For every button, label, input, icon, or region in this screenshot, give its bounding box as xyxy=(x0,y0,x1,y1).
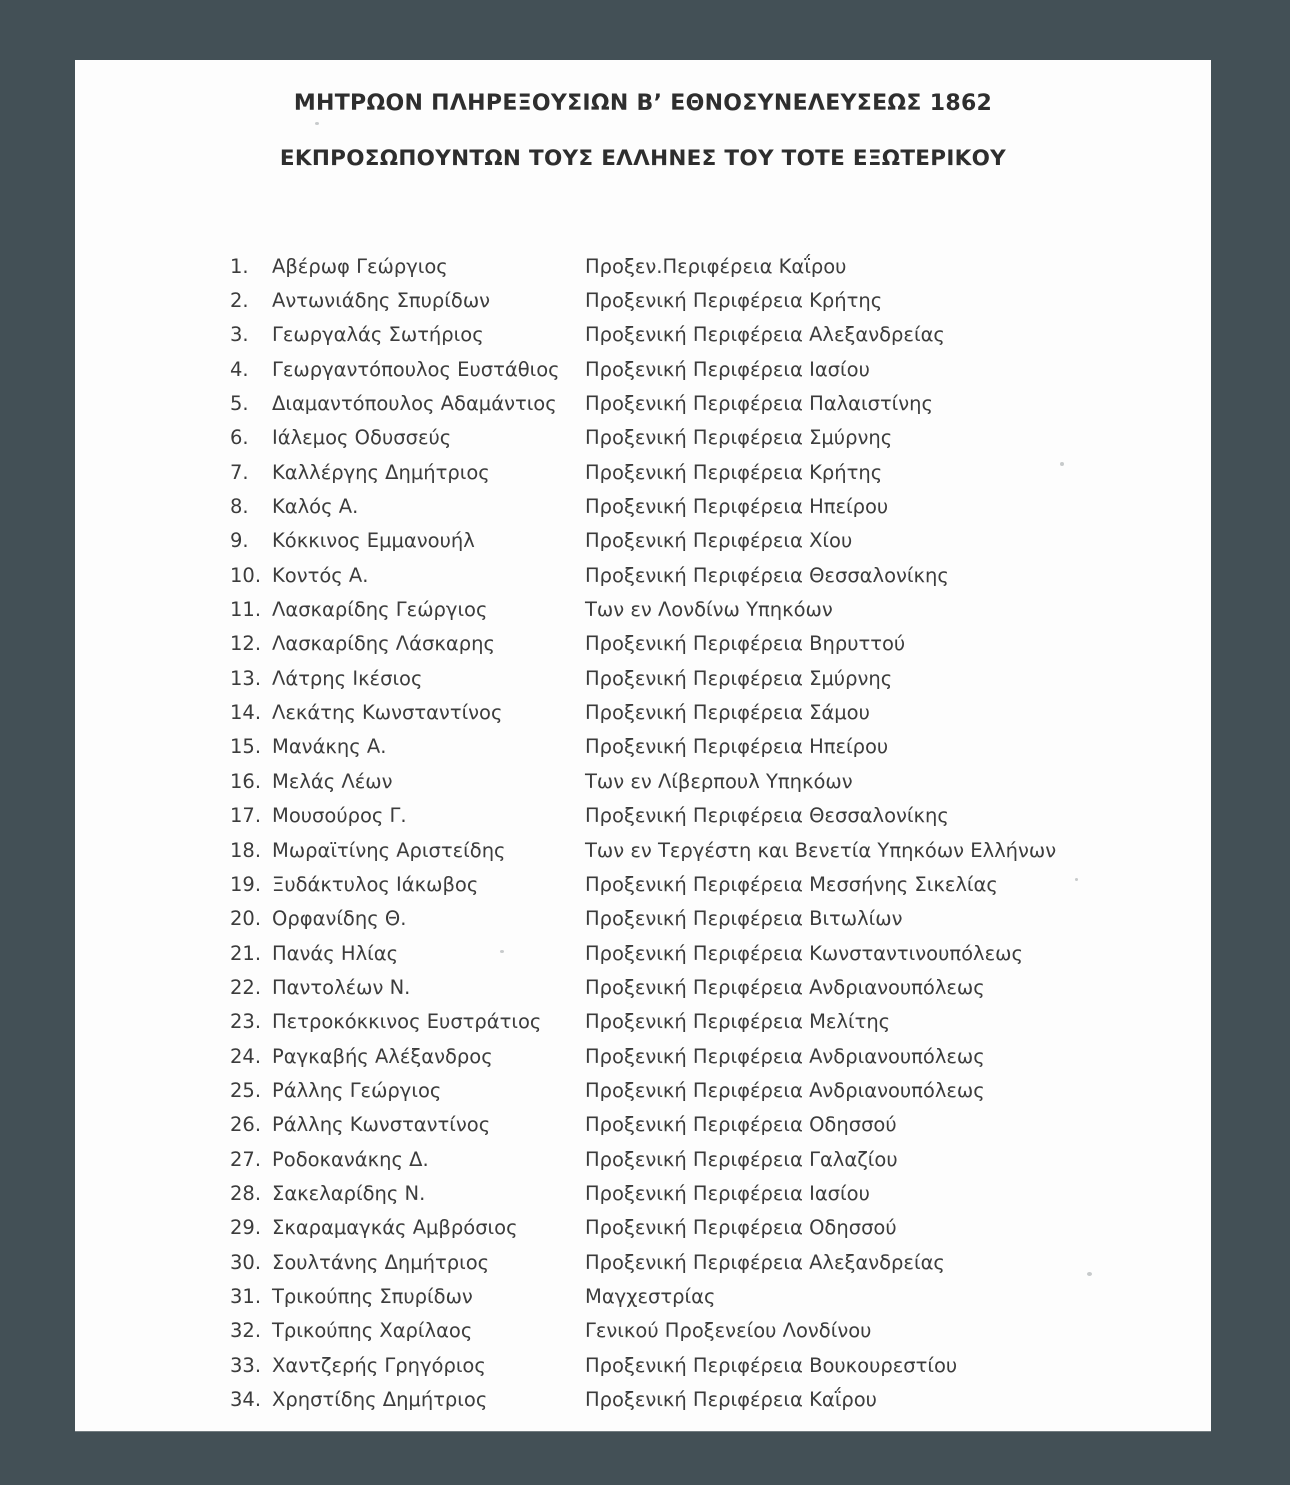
list-item xyxy=(230,592,1171,626)
entry-name: Γεωργαντόπουλος Ευστάθιος xyxy=(272,357,560,381)
list-item xyxy=(230,524,1171,558)
entry-region: Προξενική Περιφέρεια Κρήτης xyxy=(585,460,883,484)
list-item xyxy=(230,455,1171,489)
entry-number: 12. xyxy=(230,632,262,656)
list-item xyxy=(230,249,1171,283)
entry-region: Προξενική Περιφέρεια Παλαιστίνης xyxy=(585,392,933,416)
scan-speck xyxy=(1075,878,1078,881)
entry-number: 25. xyxy=(230,1078,262,1102)
list-item xyxy=(230,489,1171,523)
entry-number: 26. xyxy=(230,1113,262,1137)
entry-region: Προξενική Περιφέρεια Σμύρνης xyxy=(585,426,893,450)
entry-number: 4. xyxy=(230,357,249,381)
entry-region: Των εν Λίβερπουλ Υπηκόων xyxy=(585,769,853,793)
list-item xyxy=(230,1108,1171,1142)
entry-name: Αντωνιάδης Σπυρίδων xyxy=(272,289,491,313)
entry-name: Λασκαρίδης Γεώργιος xyxy=(272,598,488,622)
entry-region: Προξεν.Περιφέρεια Καΐρου xyxy=(585,254,847,278)
entry-name: Χρηστίδης Δημήτριος xyxy=(272,1388,488,1412)
list-item xyxy=(230,1348,1171,1382)
list-item xyxy=(230,1382,1171,1416)
document-subtitle: ΕΚΠΡΟΣΩΠΟΥΝΤΩΝ ΤΟΥΣ ΕΛΛΗΝΕΣ ΤΟΥ ΤΟΤΕ ΕΞΩΤΕΡΙΚΟΥ xyxy=(279,146,1007,171)
entry-name: Ορφανίδης Θ. xyxy=(272,907,407,931)
entry-number: 1. xyxy=(230,254,249,278)
entry-number: 27. xyxy=(230,1147,262,1171)
entry-name: Κοντός Α. xyxy=(272,563,369,587)
entry-name: Πανάς Ηλίας xyxy=(272,941,399,965)
entry-number: 34. xyxy=(230,1388,262,1412)
document-title: ΜΗΤΡΩΟΝ ΠΛΗΡΕΞΟΥΣΙΩΝ Β’ ΕΘΝΟΣΥΝΕΛΕΥΣΕΩΣ 1862 xyxy=(293,91,993,116)
entry-name: Ράλλης Γεώργιος xyxy=(272,1078,442,1102)
list-item xyxy=(230,936,1171,970)
entry-number: 9. xyxy=(230,529,249,553)
entry-number: 24. xyxy=(230,1044,262,1068)
entry-region: Μαγχεστρίας xyxy=(585,1284,716,1308)
entry-name: Τρικούπης Χαρίλαος xyxy=(272,1319,473,1343)
document-page xyxy=(75,60,1211,1431)
entry-region: Προξενική Περιφέρεια Μελίτης xyxy=(585,1010,891,1034)
entry-region: Προξενική Περιφέρεια Ιασίου xyxy=(585,357,870,381)
entry-region: Προξενική Περιφέρεια Ηπείρου xyxy=(585,495,889,519)
entry-name: Μωραϊτίνης Αριστείδης xyxy=(272,838,506,862)
entry-region: Προξενική Περιφέρεια Αλεξανδρείας xyxy=(585,1250,945,1274)
list-item xyxy=(230,318,1171,352)
entry-name: Γεωργαλάς Σωτήριος xyxy=(272,323,484,347)
entry-number: 10. xyxy=(230,563,262,587)
entry-name: Ξυδάκτυλος Ιάκωβος xyxy=(272,872,479,896)
entry-number: 18. xyxy=(230,838,262,862)
scan-speck xyxy=(1060,462,1064,466)
scan-speck xyxy=(1087,1272,1092,1276)
entry-number: 15. xyxy=(230,735,262,759)
entry-name: Λασκαρίδης Λάσκαρης xyxy=(272,632,495,656)
list-item xyxy=(230,661,1171,695)
list-item xyxy=(230,627,1171,661)
entry-number: 16. xyxy=(230,769,262,793)
list-item xyxy=(230,1279,1171,1313)
entry-name: Κόκκινος Εμμανουήλ xyxy=(272,529,475,553)
entry-number: 29. xyxy=(230,1216,262,1240)
entry-number: 28. xyxy=(230,1181,262,1205)
list-item xyxy=(230,1039,1171,1073)
entry-region: Προξενική Περιφέρεια Βιτωλίων xyxy=(585,907,903,931)
scan-speck xyxy=(315,122,319,125)
entry-name: Ράλλης Κωνσταντίνος xyxy=(272,1113,491,1137)
entry-number: 23. xyxy=(230,1010,262,1034)
entry-name: Μανάκης Α. xyxy=(272,735,387,759)
entry-name: Χαντζερής Γρηγόριος xyxy=(272,1353,486,1377)
list-item xyxy=(230,867,1171,901)
list-item xyxy=(230,352,1171,386)
entry-number: 6. xyxy=(230,426,249,450)
entry-region: Προξενική Περιφέρεια Κρήτης xyxy=(585,289,883,313)
entry-region: Προξενική Περιφέρεια Σάμου xyxy=(585,701,870,725)
entry-number: 31. xyxy=(230,1284,262,1308)
list-item xyxy=(230,799,1171,833)
entry-name: Λάτρης Ικέσιος xyxy=(272,666,423,690)
entry-number: 2. xyxy=(230,289,249,313)
list-item xyxy=(230,764,1171,798)
entry-number: 11. xyxy=(230,598,262,622)
list-item xyxy=(230,1245,1171,1279)
entry-number: 22. xyxy=(230,975,262,999)
list-item xyxy=(230,1142,1171,1176)
entry-name: Καλός Α. xyxy=(272,495,359,519)
entry-region: Προξενική Περιφέρεια Σμύρνης xyxy=(585,666,893,690)
entry-region: Των εν Λονδίνω Υπηκόων xyxy=(585,598,833,622)
entry-region: Προξενική Περιφέρεια Οδησσού xyxy=(585,1113,897,1137)
entry-number: 14. xyxy=(230,701,262,725)
list-item xyxy=(230,730,1171,764)
entry-name: Παντολέων Ν. xyxy=(272,975,411,999)
entry-name: Σκαραμαγκάς Αμβρόσιος xyxy=(272,1216,518,1240)
entry-name: Μελάς Λέων xyxy=(272,769,393,793)
entry-number: 5. xyxy=(230,392,249,416)
entry-number: 32. xyxy=(230,1319,262,1343)
entry-number: 30. xyxy=(230,1250,262,1274)
entry-region: Προξενική Περιφέρεια Ηπείρου xyxy=(585,735,889,759)
entry-name: Ραγκαβής Αλέξανδρος xyxy=(272,1044,493,1068)
entry-region: Προξενική Περιφέρεια Κωνσταντινουπόλεως xyxy=(585,941,1023,965)
entry-name: Λεκάτης Κωνσταντίνος xyxy=(272,701,503,725)
list-item xyxy=(230,421,1171,455)
entry-name: Μουσούρος Γ. xyxy=(272,804,407,828)
entry-region: Προξενική Περιφέρεια Καΐρου xyxy=(585,1388,877,1412)
entry-region: Προξενική Περιφέρεια Βηρυττού xyxy=(585,632,906,656)
entry-name: Σακελαρίδης Ν. xyxy=(272,1181,426,1205)
list-item xyxy=(230,283,1171,317)
entry-name: Τρικούπης Σπυρίδων xyxy=(272,1284,473,1308)
list-item xyxy=(230,970,1171,1004)
list-item xyxy=(230,833,1171,867)
entry-name: Ιάλεμος Οδυσσεύς xyxy=(272,426,452,450)
list-item xyxy=(230,1073,1171,1107)
entry-region: Προξενική Περιφέρεια Ανδριανουπόλεως xyxy=(585,1078,985,1102)
entry-region: Προξενική Περιφέρεια Γαλαζίου xyxy=(585,1147,898,1171)
entry-number: 8. xyxy=(230,495,249,519)
entry-region: Προξενική Περιφέρεια Θεσσαλονίκης xyxy=(585,563,949,587)
entry-number: 3. xyxy=(230,323,249,347)
entry-number: 7. xyxy=(230,460,249,484)
entry-number: 21. xyxy=(230,941,262,965)
entry-region: Προξενική Περιφέρεια Βουκουρεστίου xyxy=(585,1353,958,1377)
entry-region: Προξενική Περιφέρεια Ανδριανουπόλεως xyxy=(585,975,985,999)
entry-name: Σουλτάνης Δημήτριος xyxy=(272,1250,490,1274)
list-item xyxy=(230,386,1171,420)
list-item xyxy=(230,558,1171,592)
entry-name: Πετροκόκκινος Ευστράτιος xyxy=(272,1010,542,1034)
entry-region: Προξενική Περιφέρεια Οδησσού xyxy=(585,1216,897,1240)
list-item xyxy=(230,1314,1171,1348)
list-item xyxy=(230,1005,1171,1039)
list-item xyxy=(230,1211,1171,1245)
entry-number: 13. xyxy=(230,666,262,690)
scan-speck xyxy=(500,950,504,953)
list-item xyxy=(230,902,1171,936)
list-item xyxy=(230,695,1171,729)
entry-name: Διαμαντόπουλος Αδαμάντιος xyxy=(272,392,557,416)
entry-number: 20. xyxy=(230,907,262,931)
entry-region: Προξενική Περιφέρεια Ιασίου xyxy=(585,1181,870,1205)
delegate-list xyxy=(230,249,1171,1417)
entry-number: 33. xyxy=(230,1353,262,1377)
list-item xyxy=(230,1176,1171,1210)
entry-number: 17. xyxy=(230,804,262,828)
entry-region: Των εν Τεργέστη και Βενετία Υπηκόων Ελλήνων xyxy=(585,838,1057,862)
entry-region: Προξενική Περιφέρεια Μεσσήνης Σικελίας xyxy=(585,872,998,896)
entry-region: Προξενική Περιφέρεια Ανδριανουπόλεως xyxy=(585,1044,985,1068)
entry-name: Καλλέργης Δημήτριος xyxy=(272,460,490,484)
entry-region: Προξενική Περιφέρεια Αλεξανδρείας xyxy=(585,323,945,347)
entry-number: 19. xyxy=(230,872,262,896)
entry-region: Προξενική Περιφέρεια Χίου xyxy=(585,529,853,553)
entry-name: Ροδοκανάκης Δ. xyxy=(272,1147,429,1171)
entry-name: Αβέρωφ Γεώργιος xyxy=(272,254,448,278)
entry-region: Γενικού Προξενείου Λονδίνου xyxy=(585,1319,872,1343)
entry-region: Προξενική Περιφέρεια Θεσσαλονίκης xyxy=(585,804,949,828)
